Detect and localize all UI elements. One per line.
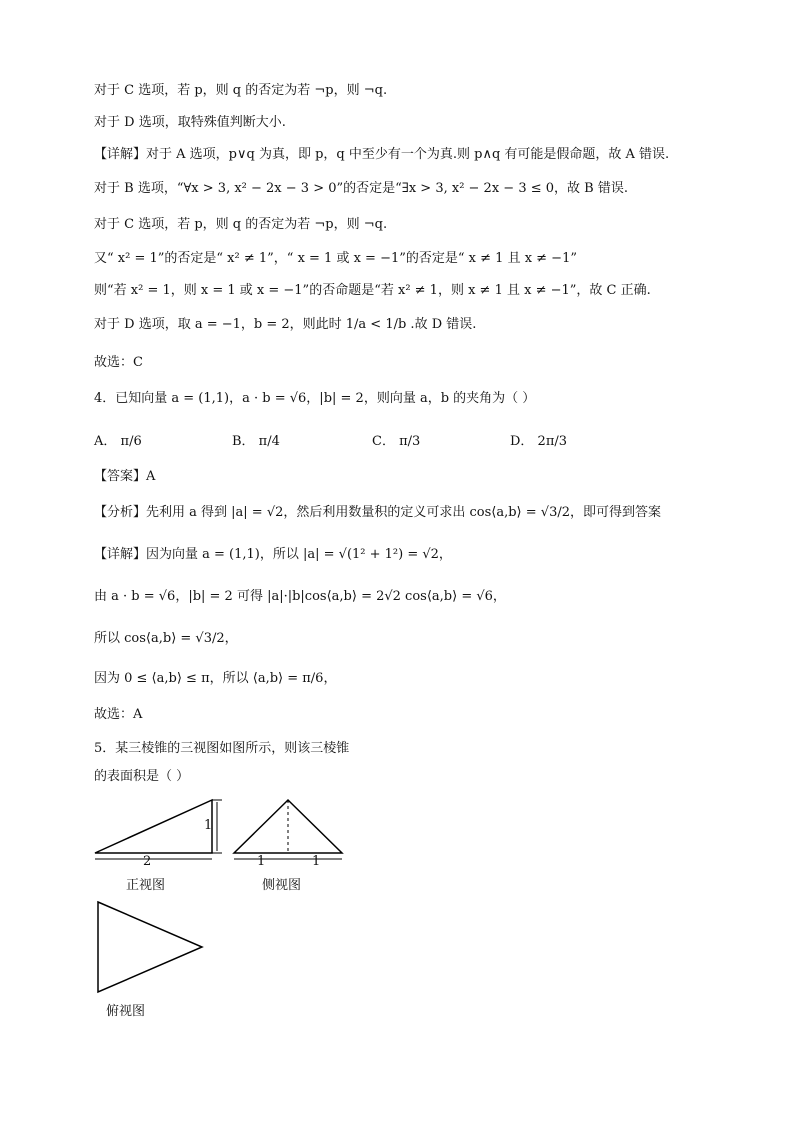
- text-line: 故选：A: [94, 707, 143, 722]
- text-line: 对于 B 选项，“∀x > 3, x² − 2x − 3 > 0”的否定是“∃x > 3, x² − 2x − 3 ≤ 0，故 B 错误.: [94, 181, 628, 196]
- front-height-label: 1: [204, 818, 213, 833]
- text-line: 【详解】对于 A 选项，p∨q 为真，即 p，q 中至少有一个为真.则 p∧q 有可能是假命题，故 A 错误.: [94, 147, 670, 162]
- question-5-stem: 5．某三棱锥的三视图如图所示，则该三棱锥: [94, 741, 350, 756]
- text-line: 对于 C 选项，若 p，则 q 的否定为若 ¬p，则 ¬q.: [94, 83, 388, 98]
- top-view-label: 俯视图: [106, 1004, 146, 1019]
- text-line: 对于 D 选项，取特殊值判断大小.: [94, 115, 286, 130]
- text-line: 由 a · b = √6，|b| = 2 可得 |a|·|b|cos⟨a,b⟩ = 2√2 cos⟨a,b⟩ = √6，: [94, 589, 506, 604]
- text-line: 则“若 x² = 1，则 x = 1 或 x = −1”的否命题是“若 x² ≠ 1，则 x ≠ 1 且 x ≠ −1”，故 C 正确.: [94, 283, 651, 298]
- side-view-label: 侧视图: [262, 878, 302, 893]
- side-left-label: 1: [257, 854, 266, 869]
- question-4-stem: 4．已知向量 a = (1,1)，a · b = √6，|b| = 2，则向量 a，b 的夹角为（ ）: [94, 391, 536, 406]
- text-line: 对于 D 选项，取 a = −1，b = 2，则此时 1/a < 1/b .故 D 错误.: [94, 317, 477, 332]
- detail-text: 【详解】因为向量 a = (1,1)，所以 |a| = √(1² + 1²) = √2，: [94, 547, 452, 562]
- text-line: 所以 cos⟨a,b⟩ = √3/2，: [94, 631, 238, 646]
- text-line: 因为 0 ≤ ⟨a,b⟩ ≤ π，所以 ⟨a,b⟩ = π/6，: [94, 671, 337, 686]
- text-line: 又“ x² = 1”的否定是“ x² ≠ 1”，“ x = 1 或 x = −1”的否定是“ x ≠ 1 且 x ≠ −1”: [94, 251, 577, 266]
- top-view-figure: [94, 898, 214, 998]
- question-5-stem-cont: 的表面积是（ ）: [94, 769, 190, 784]
- side-right-label: 1: [312, 854, 321, 869]
- option-c: C． π/3: [372, 434, 421, 449]
- text-line: 对于 C 选项，若 p，则 q 的否定为若 ¬p，则 ¬q.: [94, 217, 388, 232]
- front-view-figure: [90, 795, 230, 875]
- analysis-text: 【分析】先利用 a 得到 |a| = √2，然后利用数量积的定义可求出 cos⟨a,b⟩ = √3/2，即可得到答案: [94, 505, 661, 520]
- front-width-label: 2: [143, 854, 152, 869]
- front-view-label: 正视图: [126, 878, 166, 893]
- text-line: 故选：C: [94, 355, 143, 370]
- option-a: A． π/6: [94, 434, 142, 449]
- side-view-figure: [230, 795, 350, 875]
- option-d: D． 2π/3: [510, 434, 568, 449]
- option-b: B． π/4: [232, 434, 280, 449]
- answer-label: 【答案】A: [94, 469, 156, 484]
